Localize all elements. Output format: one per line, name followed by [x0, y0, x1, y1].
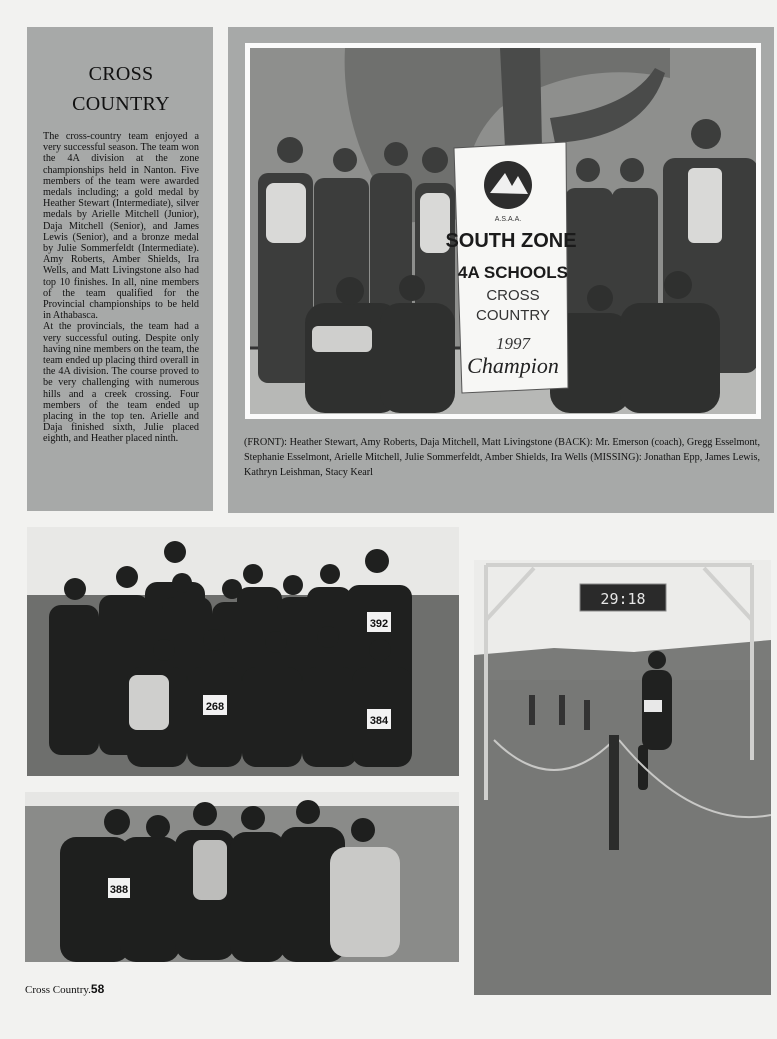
- story-body: [43, 131, 199, 445]
- field-group-photo: [27, 527, 459, 776]
- page-number: 58: [90, 982, 105, 996]
- bib-number: 392: [369, 618, 389, 630]
- team-photo-caption: (FRONT): Heather Stewart, Amy Roberts, Daja Mitchell, Matt Livingstone (BACK): Mr. Emerson (coach), Gregg Esselmont, Stephanie Esselmont, Arielle Mitchell, Julie Sommerfeldt, Amber Shields, Ira Wells (MISSING): Jonathan Epp, James Lewis, Kathryn Leishman, Stacy Kearl: [244, 437, 760, 478]
- story-paragraph: At the provincials, the team had a very successful outing. Despite only having nine members on the team, the team ended up placing third overall in the 4A division. The course proved to be very challenging with numerous hills and a creek crossing. Four members of the team ended up placing in the top ten. Arielle and Daja finished sixth, Julie placed eighth, and Heather placed ninth.: [43, 321, 199, 445]
- finish-clock: 29:18: [600, 590, 646, 608]
- banner-line-6: Champion: [467, 353, 559, 378]
- story-paragraph: The cross-country team enjoyed a very successful season. The team won the 4A division at the zone championships held in Nanton. Five members of the team were awarded medals including; a gold medal by Heather Stewart (Intermediate), silver medals by Arielle Mitchell (Junior), Daja Mitchell (Senior), and James Lewis (Senior), and a bronze medal by Julie Sommerfeldt (Intermediate). Amy Roberts, Amber Shields, Ira Wells, and Matt Livingstone also had top 10 finishes. In all, nine members of the team qualified for the Provincial championships to be held in Athabasca.: [43, 131, 199, 322]
- banner-org: A.S.A.A.: [494, 216, 522, 223]
- finish-line-photo: [474, 560, 771, 995]
- banner-line-3: CROSS: [486, 287, 540, 304]
- banner-line-2: 4A SCHOOLS: [458, 263, 568, 282]
- bib-number: 268: [205, 701, 225, 713]
- bib-number: 388: [109, 884, 129, 896]
- small-group-photo: [25, 792, 459, 962]
- team-photo-box: [228, 27, 774, 513]
- team-photo: [250, 48, 756, 414]
- team-photo-frame: [245, 43, 761, 419]
- story-title: [43, 59, 199, 119]
- folio-section: Cross Country.: [25, 984, 91, 996]
- banner-line-1: SOUTH ZONE: [445, 230, 577, 252]
- story-title-line1: CROSS: [88, 63, 154, 85]
- page-folio: [25, 982, 104, 996]
- story-box: [27, 27, 213, 511]
- banner-line-5: 1997: [496, 334, 530, 353]
- story-title-line2: COUNTRY: [72, 93, 170, 115]
- bib-number: 384: [369, 715, 389, 727]
- banner-line-4: COUNTRY: [476, 307, 550, 324]
